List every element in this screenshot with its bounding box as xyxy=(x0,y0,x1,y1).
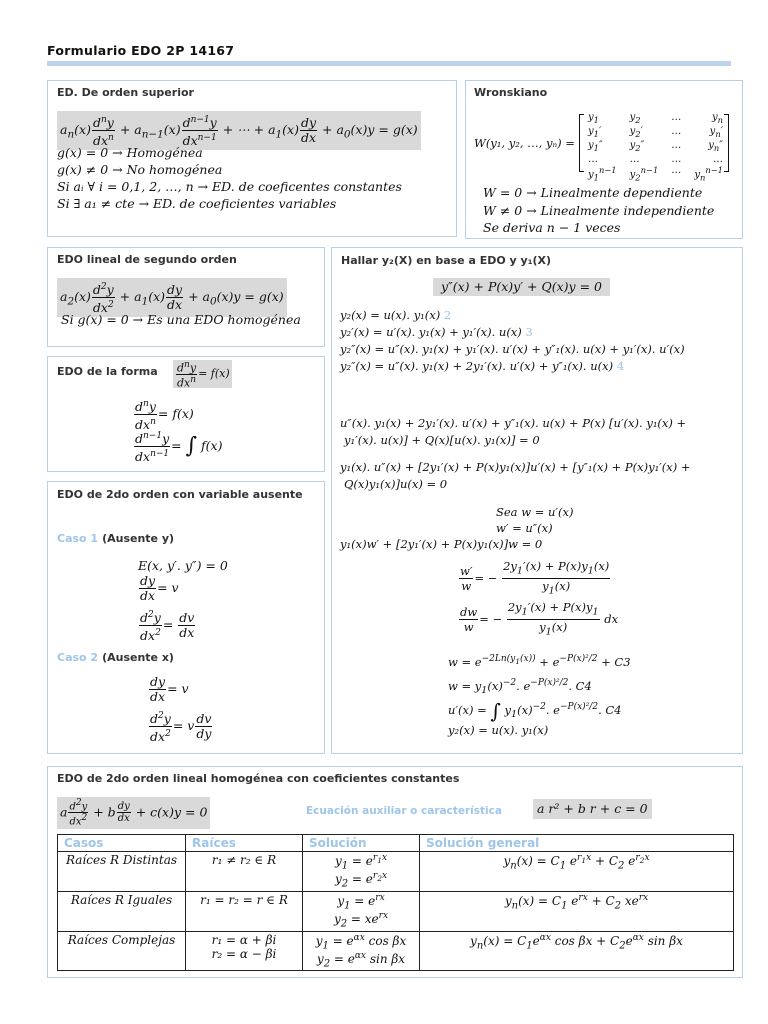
header-casos: Casos xyxy=(58,835,186,852)
line-deriva: Se deriva n − 1 veces xyxy=(483,220,621,235)
grouped-1: y₁(x). u″(x) + [2y₁′(x) + P(x)y₁(x)]u′(x) + [y″₁(x) + P(x)y₁′(x) + xyxy=(340,460,691,474)
aux-equation-label: Ecuación auxiliar o característica xyxy=(306,805,502,817)
equation-d2y-vdv: $\frac{d^2y}{dx^2}$ = v $\frac{dv}{dy}$ xyxy=(150,711,212,745)
header-solucion-general: Solución general xyxy=(420,835,734,852)
table-header-row xyxy=(58,835,734,852)
box-title: EDO de 2do orden con variable ausente xyxy=(57,488,303,501)
box-title: Wronskiano xyxy=(474,86,548,99)
w-solution-1: $w = e^{-2Ln(y_1(x))} + e^{-P(x)^2/2} + C3$ xyxy=(448,654,631,669)
line-no-homogenea: g(x) ≠ 0 → No homogénea xyxy=(57,162,223,177)
equation-forma-1: $\frac{d^ny}{dx^n}$ = f(x) xyxy=(135,399,194,433)
box-title: EDO de la forma xyxy=(57,365,158,378)
line-edo-homogenea: Si g(x) = 0 → Es una EDO homogénea xyxy=(61,312,301,327)
caso1-label: Caso 1 xyxy=(57,532,99,545)
cell-caso: Raíces Complejas xyxy=(58,931,186,971)
step-3: y₂″(x) = u″(x). y₁(x) + y₁′(x). u′(x) + y″₁(x). u(x) + y₁′(x). u′(x) xyxy=(340,342,685,356)
separation-2: $\frac{dw}{w}$ = − $\frac{2y_1'(x) + P(x)y_1}{y_1(x)}$ dx xyxy=(460,600,619,638)
w-equation: y₁(x)w′ + [2y₁′(x) + P(x)y₁(x)]w = 0 xyxy=(340,537,543,551)
substitution-2: y₁′(x). u(x)] + Q(x)[u(x). y₁(x)] = 0 xyxy=(344,433,540,447)
header-solucion: Solución xyxy=(303,835,420,852)
box-title: EDO lineal de segundo orden xyxy=(57,253,237,266)
line-dependiente: W = 0 → Linealmente dependiente xyxy=(483,185,703,200)
caso2-label: Caso 2 xyxy=(57,651,99,664)
equation-base: y″(x) + P(x)y′ + Q(x)y = 0 xyxy=(433,278,610,296)
page-title: Formulario EDO 2P 14167 xyxy=(47,43,235,58)
header-raices: Raíces xyxy=(186,835,303,852)
table-row xyxy=(58,891,734,931)
cell-solucion: $y_1 = e^{rx}$ $y_2 = xe^{rx}$ xyxy=(303,891,420,931)
w-solution-2: $w = y_1(x)^{-2}$. $e^{-P(x)^2/2}$. C4 xyxy=(448,678,592,697)
step-2: y₂′(x) = u′(x). y₁(x) + y₁′(x). u(x) 3 xyxy=(340,325,533,339)
equation-segundo-orden: $a_2(x)$ $\frac{d^2y}{dx^2}$ + $a_1(x)$ $\frac{dy}{dx}$ + $a_0(x)y = g(x)$ xyxy=(57,278,287,317)
cell-raices: r₁ = α + βi r₂ = α − βi xyxy=(186,931,303,971)
u-prime-solution: u′(x) = ∫ $y_1(x)^{-2}$. $e^{-P(x)^2/2}$. C4 xyxy=(448,698,622,723)
caso2-heading xyxy=(57,649,174,666)
substitution-1: u″(x). y₁(x) + 2y₁′(x). u′(x) + y″₁(x). u(x) + P(x) [u′(x). y₁(x) + xyxy=(340,416,687,430)
line-independiente: W ≠ 0 → Linealmente independiente xyxy=(483,203,715,218)
equation-dy-v: $\frac{dy}{dx}$ = v xyxy=(140,573,179,603)
aux-equation: a r² + b r + c = 0 xyxy=(533,799,652,819)
line-coef-constantes: Si aᵢ ∀ i = 0,1, 2, …, n → ED. de coeficentes constantes xyxy=(57,179,402,194)
table-row xyxy=(58,852,734,892)
box-orden-superior xyxy=(47,80,457,237)
cell-solucion-general: $y_n(x) = C_1$ $e^{rx} + C_2$ $xe^{rx}$ xyxy=(420,891,734,931)
caso1-desc: (Ausente y) xyxy=(102,532,175,545)
box-edo-lineal-segundo-orden xyxy=(47,247,325,347)
box-title: Hallar y₂(X) en base a EDO y y₁(X) xyxy=(341,254,552,267)
equation-orden-superior: $a_n(x)$ $\frac{d^ny}{dx^n}$ + $a_{n-1}(x)$ $\frac{d^{n-1}y}{dx^{n-1}}$ + ⋯ + $a_1(x)$ $\frac{dy}{dx}$ + $a_0(x)y = g(x)$ xyxy=(57,111,421,150)
title-underline xyxy=(47,61,731,66)
wronskian-label: W(y₁, y₂, …, yₙ) = xyxy=(474,136,575,150)
cell-solucion: $y_1 = e^{\alpha x}$ cos βx $y_2 = e^{\alpha x}$ sin βx xyxy=(303,931,420,971)
caso1-heading xyxy=(57,530,174,547)
wronskian-matrix: $y_1$ $y_2$ … $y_n$ $y_1'$ $y_2'$ … $y_n'$ $y_1''$ $y_2''$ … $y_n''$ … … … … $y_1^{n-1}$ $y_2^{n-1}$ … $y_n^{n-1}$ xyxy=(588,112,723,183)
step-1: y₂(x) = u(x). y₁(x) 2 xyxy=(340,308,452,322)
caso2-desc: (Ausente x) xyxy=(102,651,174,664)
equation-forma-title: $\frac{d^ny}{dx^n}$ = f(x) xyxy=(173,360,232,388)
cell-caso: Raíces R Distintas xyxy=(58,852,186,892)
box-wronskiano xyxy=(465,80,743,239)
grouped-2: Q(x)y₁(x)]u(x) = 0 xyxy=(344,477,448,491)
cell-caso: Raíces R Iguales xyxy=(58,891,186,931)
line-homogenea: g(x) = 0 → Homogénea xyxy=(57,145,203,160)
cell-raices: r₁ ≠ r₂ ∈ R xyxy=(186,852,303,892)
equation-E: E(x, y′. y″) = 0 xyxy=(138,558,228,573)
cell-raices: r₁ = r₂ = r ∈ R xyxy=(186,891,303,931)
casos-table xyxy=(57,834,734,971)
equation-dy-v-2: $\frac{dy}{dx}$ = v xyxy=(150,674,189,704)
box-hallar-y2 xyxy=(331,247,743,754)
line-coef-variables: Si ∃ a₁ ≠ cte → ED. de coeficientes variables xyxy=(57,196,337,211)
table-row xyxy=(58,931,734,971)
sea-w: Sea w = u′(x) xyxy=(496,505,574,519)
w-prime: w′ = u″(x) xyxy=(496,521,553,535)
y2-final: y₂(x) = u(x). y₁(x) xyxy=(448,723,549,737)
box-edo-de-la-forma xyxy=(47,356,325,472)
box-title: EDO de 2do orden lineal homogénea con coeficientes constantes xyxy=(57,772,460,785)
step-4: y₂″(x) = u″(x). y₁(x) + 2y₁′(x). u′(x) + y″₁(x). u(x) 4 xyxy=(340,359,625,373)
matrix-bracket-left xyxy=(579,114,584,172)
equation-forma-2: $\frac{d^{n-1}y}{dx^{n-1}}$ = ∫ f(x) xyxy=(135,431,223,465)
equation-homogenea: a $\frac{d^2y}{dx^2}$ + b $\frac{dy}{dx}$ + c(x)y = 0 xyxy=(57,797,210,829)
box-variable-ausente xyxy=(47,481,325,754)
cell-solucion: $y_1 = e^{r_1x}$ $y_2 = e^{r_2x}$ xyxy=(303,852,420,892)
cell-solucion-general: $y_n(x) = C_1$ $e^{r_1x} + C_2$ $e^{r_2x}$ xyxy=(420,852,734,892)
separation-1: $\frac{w'}{w}$ = − $\frac{2y_1'(x) + P(x)y_1(x)}{y_1(x)}$ xyxy=(460,559,610,597)
matrix-bracket-right xyxy=(724,114,729,172)
box-title: ED. De orden superior xyxy=(57,86,194,99)
equation-d2y-dv: $\frac{d^2y}{dx^2}$ = $\frac{dv}{dx}$ xyxy=(140,610,195,644)
cell-solucion-general: $y_n(x) = C_1e^{\alpha x}$ $\cos \beta x + C_2e^{\alpha x}$ sin βx xyxy=(420,931,734,971)
